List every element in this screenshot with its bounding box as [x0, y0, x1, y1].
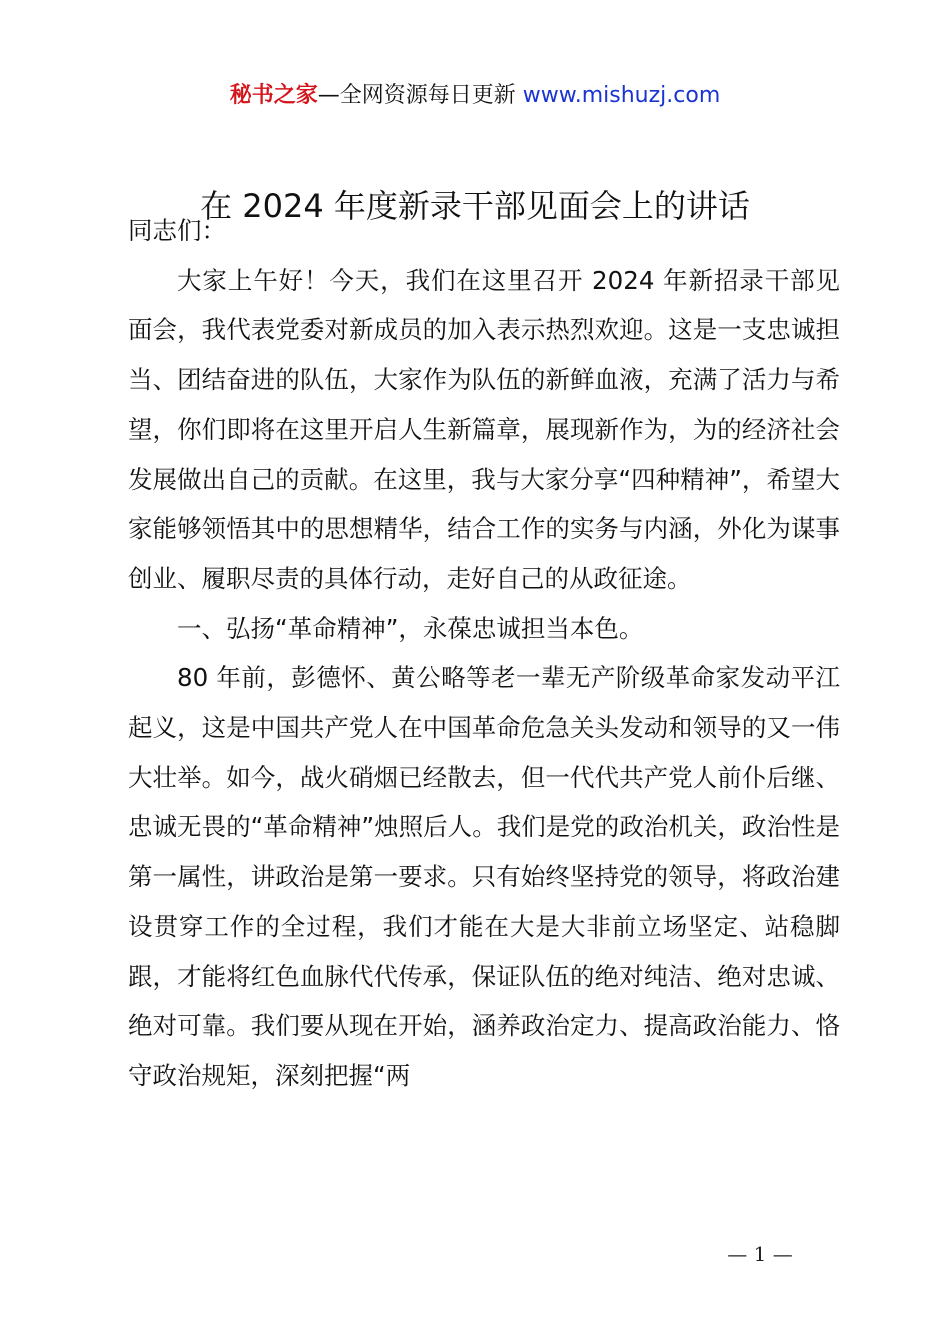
site-banner: [0, 80, 950, 112]
document-body: [128, 206, 840, 1101]
salutation: 同志们：: [128, 216, 226, 245]
banner-site-url[interactable]: www.mishuzj.com: [522, 83, 721, 108]
banner-brand: 秘书之家: [229, 83, 318, 108]
paragraph-revolution-spirit: 80 年前，彭德怀、黄公略等老一辈无产阶级革命家发动平江起义，这是中国共产党人在中国革命危急关头发动和领导的又一伟大壮举。如今，战火硝烟已经散去，但一代代共产党人前仆后继、忠诚无畏的“革命精神”烛照后人。我们是党的政治机关，政治性是第一属性，讲政治是第一要求。只有始终坚持党的领导，将政治建设贯穿工作的全过程，我们才能在大是大非前立场坚定、站稳脚跟，才能将红色血脉代代传承，保证队伍的绝对纯洁、绝对忠诚、绝对可靠。我们要从现在开始，涵养政治定力、提高政治能力、恪守政治规矩，深刻把握“两: [128, 663, 840, 1090]
section-heading-1: 一、弘扬“革命精神”，永葆忠诚担当本色。: [177, 613, 644, 643]
page-number: — 1 —: [727, 1242, 793, 1266]
document-title: 在 2024 年度新录干部见面会上的讲话: [200, 187, 750, 225]
banner-tagline: —全网资源每日更新: [317, 83, 523, 108]
paragraph-intro: 大家上午好！今天，我们在这里召开 2024 年新招录干部见面会，我代表党委对新成员的加入表示热烈欢迎。这是一支忠诚担当、团结奋进的队伍，大家作为队伍的新鲜血液，充满了活力与希望，你们即将在这里开启人生新篇章，展现新作为，为的经济社会发展做出自己的贡献。在这里，我与大家分享“四种精神”，希望大家能够领悟其中的思想精华，结合工作的实务与内涵，外化为谋事创业、履职尽责的具体行动，走好自己的从政征途。: [128, 265, 840, 593]
